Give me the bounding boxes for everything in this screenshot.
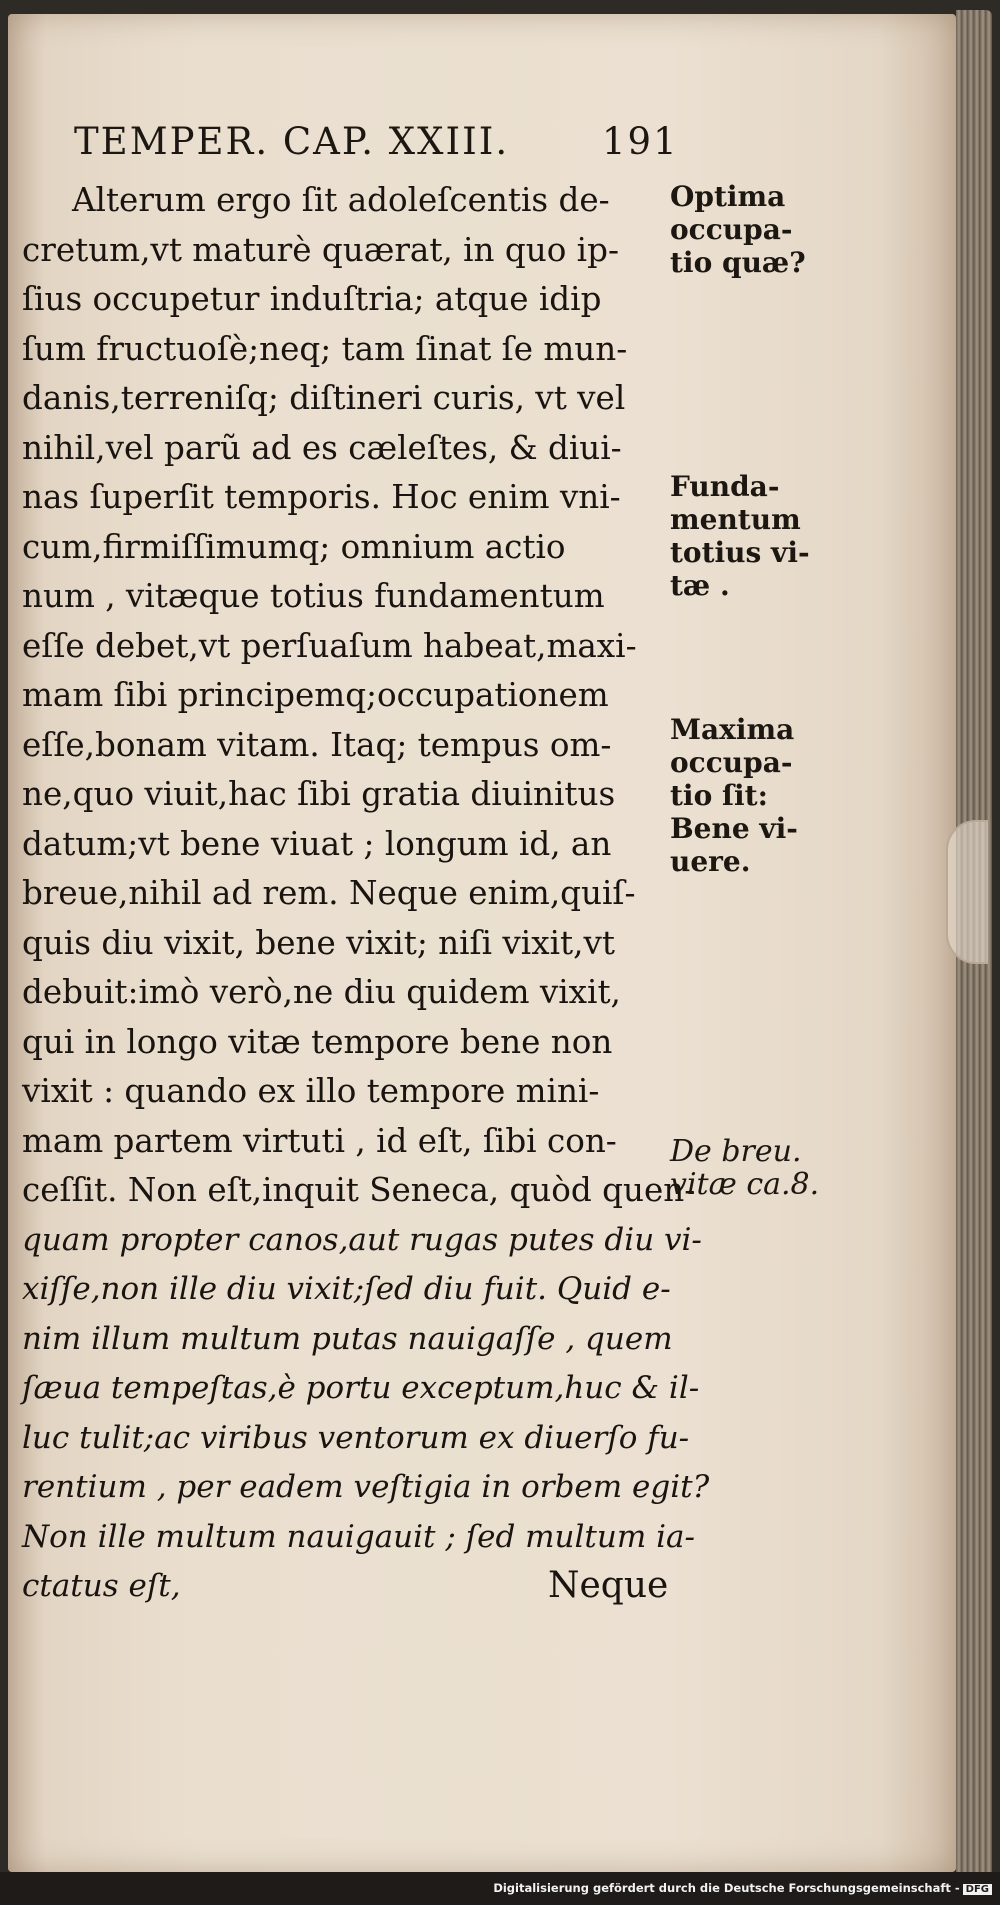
text-line: quis diu vixit, bene vixit; niſi vixit,vt — [22, 923, 615, 962]
text-line: nim illum multum putas nauigaſſe , quem — [22, 1320, 673, 1357]
margin-note-line: totius vi- — [670, 536, 810, 569]
text-line: vixit : quando ex illo tempore mini- — [22, 1072, 600, 1110]
text-line: debuit:imò verò,ne diu quidem vixit, — [22, 973, 621, 1011]
text-line: num , vitæque totius fundamentum — [22, 577, 605, 615]
text-line: ſum fructuoſè;neq; tam ſinat ſe mun- — [22, 329, 628, 368]
text-line: breue,nihil ad rem. Neque enim,quiſ- — [22, 874, 636, 912]
margin-note-line: tæ . — [670, 569, 730, 602]
text-line: cretum,vt maturè quærat, in quo ip- — [22, 230, 619, 269]
margin-note-line: tio ſit: — [670, 779, 768, 812]
margin-note-de-brevitate — [670, 1135, 830, 1201]
margin-note-fundamentum — [670, 470, 830, 602]
text-line: qui in longo vitæ tempore bene non — [22, 1022, 613, 1061]
margin-note-line: occupa- — [670, 746, 793, 779]
credit-text: Digitalisierung gefördert durch die Deutsche Forschungsgemeinschaft - — [493, 1881, 960, 1895]
dfg-logo: DFG — [963, 1884, 992, 1895]
margin-note-line: tio quæ? — [670, 246, 806, 279]
text-line: eſſe,bonam vitam. Itaq; tempus om- — [22, 725, 612, 764]
margin-note-line: uere. — [670, 845, 751, 878]
text-line: ſius occupetur induſtria; atque idip — [22, 280, 602, 318]
catchword: Neque — [548, 1565, 669, 1606]
text-line: danis,terreniſq; diſtineri curis, vt vel — [22, 379, 626, 417]
margin-note-line: mentum — [670, 503, 801, 536]
margin-note-line: Bene vi- — [670, 812, 798, 845]
text-line: xiſſe,non ille diu vixit;ſed diu fuit. Quid e- — [22, 1271, 671, 1307]
text-line: ſæua tempeſtas,è portu exceptum,huc & il- — [22, 1370, 700, 1406]
text-line: mam ſibi principemq;occupationem — [22, 676, 609, 714]
margin-note-line: vitæ ca.8. — [670, 1167, 820, 1202]
text-line: ne,quo viuit,hac ſibi gratia diuinitus — [22, 775, 616, 813]
text-line: nas ſuperſit temporis. Hoc enim vni- — [22, 478, 621, 516]
text-line: Alterum ergo ſit adoleſcentis de- — [72, 181, 610, 219]
book-clasp — [946, 820, 988, 964]
margin-note-line: De breu. — [670, 1134, 802, 1169]
running-head — [74, 120, 679, 163]
text-line: cum,firmiſſimumq; omnium actio — [22, 527, 566, 566]
margin-note-line: occupa- — [670, 213, 793, 246]
text-line: luc tulit;ac viribus ventorum ex diuerſo fu- — [22, 1419, 690, 1456]
body-text — [22, 176, 710, 1612]
page-number: 191 — [602, 120, 679, 163]
running-head-title: TEMPER. CAP. XXIII. — [74, 120, 510, 163]
text-line: datum;vt bene viuat ; longum id, an — [22, 824, 612, 863]
text-line: ctatus eſt, — [22, 1568, 181, 1604]
digitization-credit — [493, 1881, 992, 1895]
margin-note-line: Optima — [670, 180, 786, 213]
margin-note-optima — [670, 180, 830, 279]
text-line: nihil,vel parũ ad es cæleſtes, & diui- — [22, 428, 622, 467]
text-line: Non ille multum nauigauit ; ſed multum ia- — [22, 1518, 695, 1555]
margin-note-line: Funda- — [670, 470, 780, 503]
margin-note-line: Maxima — [670, 713, 795, 746]
text-line: ceſſit. Non eſt,inquit Seneca, quòd quen- — [22, 1171, 696, 1209]
text-line: rentium , per eadem veſtigia in orbem egit? — [22, 1469, 710, 1505]
text-line: quam propter canos,aut rugas putes diu vi- — [22, 1221, 702, 1258]
text-line: mam partem virtuti , id eſt, ſibi con- — [22, 1121, 617, 1160]
margin-note-maxima — [670, 713, 830, 878]
text-line: eſſe debet,vt perſuaſum habeat,maxi- — [22, 626, 637, 665]
